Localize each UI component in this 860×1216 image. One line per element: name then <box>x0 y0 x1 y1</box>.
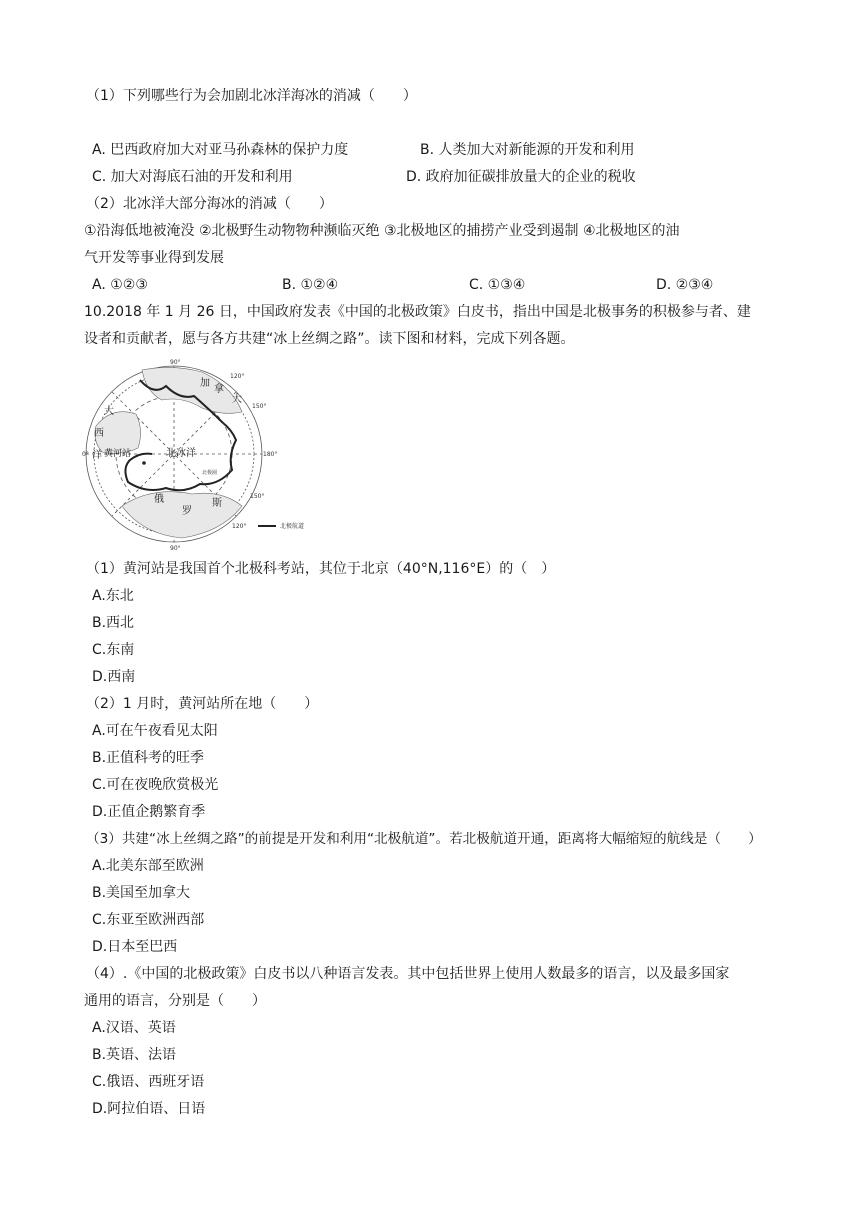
label-lon-180: 180° <box>263 451 278 458</box>
q2-option-b: B. ①②④ <box>282 277 339 293</box>
sub2-option-c: C.可在夜晚欣赏极光 <box>92 777 219 793</box>
label-luo: 罗 <box>182 506 192 517</box>
label-da2: 大 <box>104 406 114 417</box>
q2-statements-line2: 气开发等事业得到发展 <box>84 250 224 266</box>
label-xi: 西 <box>94 428 104 439</box>
label-lon-120: 120° <box>230 373 245 380</box>
sub2-option-b: B.正值科考的旺季 <box>92 750 205 766</box>
q1-option-d: D. 政府加征碳排放量大的企业的税收 <box>406 169 636 185</box>
sub3-option-c: C.东亚至欧洲西部 <box>92 912 205 928</box>
label-lon-90-top: 90° <box>170 359 181 366</box>
sub2-option-a: A.可在午夜看见太阳 <box>92 723 218 739</box>
sub4-option-c: C.俄语、西班牙语 <box>92 1074 205 1090</box>
sub4-option-a: A.汉语、英语 <box>92 1020 176 1036</box>
sub2-option-d: D.正值企鹅繁育季 <box>92 804 206 820</box>
label-lon-150: 150° <box>252 403 267 410</box>
sub4-option-d: D.阿拉伯语、日语 <box>92 1101 206 1117</box>
label-arctic-ocean: 北冰洋 <box>166 448 196 459</box>
q10-intro-line2: 设者和贡献者，愿与各方共建“冰上丝绸之路”。读下图和材料，完成下列各题。 <box>84 331 575 347</box>
label-arctic-circle: 北极圈 <box>202 470 218 476</box>
sub4-stem-line1: （4）.《中国的北极政策》白皮书以八种语言发表。其中包括世界上使用人数最多的语言，以及最多国家 <box>86 966 730 982</box>
legend-label: 北极航道 <box>280 523 305 530</box>
q2-stem: （2）北冰洋大部分海冰的消减（ ） <box>86 196 333 212</box>
label-e: 俄 <box>154 494 164 505</box>
label-na: 拿 <box>214 384 224 395</box>
q1-option-a: A. 巴西政府加大对亚马孙森林的保护力度 <box>92 142 349 158</box>
label-lon-120-bottom: 120° <box>232 523 247 530</box>
sub1-option-d: D.西南 <box>92 669 136 685</box>
label-da: 大 <box>232 394 242 405</box>
sub4-option-b: B.英语、法语 <box>92 1047 177 1063</box>
sub3-option-d: D.日本至巴西 <box>92 939 178 955</box>
huanghe-station-marker <box>142 461 146 465</box>
label-lon-0: 0° <box>82 451 89 458</box>
q1-option-c: C. 加大对海底石油的开发和利用 <box>92 169 293 185</box>
sub3-option-b: B.美国至加拿大 <box>92 885 191 901</box>
sub2-stem: （2）1 月时，黄河站所在地（ ） <box>86 696 319 712</box>
sub3-option-a: A.北美东部至欧洲 <box>92 858 204 874</box>
sub1-stem: （1）黄河站是我国首个北极科考站，其位于北京（40°N,116°E）的（ ） <box>86 561 556 577</box>
label-huanghe-station: 黄河站 <box>104 449 132 459</box>
q2-option-a: A. ①②③ <box>92 277 148 293</box>
label-lon-90-bottom: 90° <box>170 545 181 552</box>
sub4-stem-line2: 通用的语言，分别是（ ） <box>84 993 266 1009</box>
label-jia: 加 <box>200 378 210 389</box>
sub1-option-a: A.东北 <box>92 588 134 604</box>
q2-option-d: D. ②③④ <box>656 277 714 293</box>
q1-stem: （1）下列哪些行为会加剧北冰洋海冰的消减（ ） <box>86 88 417 104</box>
label-lon-150-bottom: 150° <box>250 493 265 500</box>
label-yang: 洋 <box>92 450 102 461</box>
q1-option-b: B. 人类加大对新能源的开发和利用 <box>420 142 635 158</box>
label-si: 斯 <box>212 498 222 509</box>
q10-intro-line1: 10.2018 年 1 月 26 日，中国政府发表《中国的北极政策》白皮书，指出中国是北极事务的积极参与者、建 <box>84 304 751 320</box>
sub1-option-b: B.西北 <box>92 615 135 631</box>
arctic-route-map <box>82 356 322 552</box>
sub1-option-c: C.东南 <box>92 642 135 658</box>
q2-option-c: C. ①③④ <box>469 277 526 293</box>
sub3-stem: （3）共建“冰上丝绸之路”的前提是开发和利用“北极航道”。若北极航道开通，距离将大幅缩短的航线是（ ） <box>86 831 762 847</box>
q2-statements-line1: ①沿海低地被淹没 ②北极野生动物物种濒临灭绝 ③北极地区的捕捞产业受到遏制 ④北极地区的油 <box>84 223 680 239</box>
